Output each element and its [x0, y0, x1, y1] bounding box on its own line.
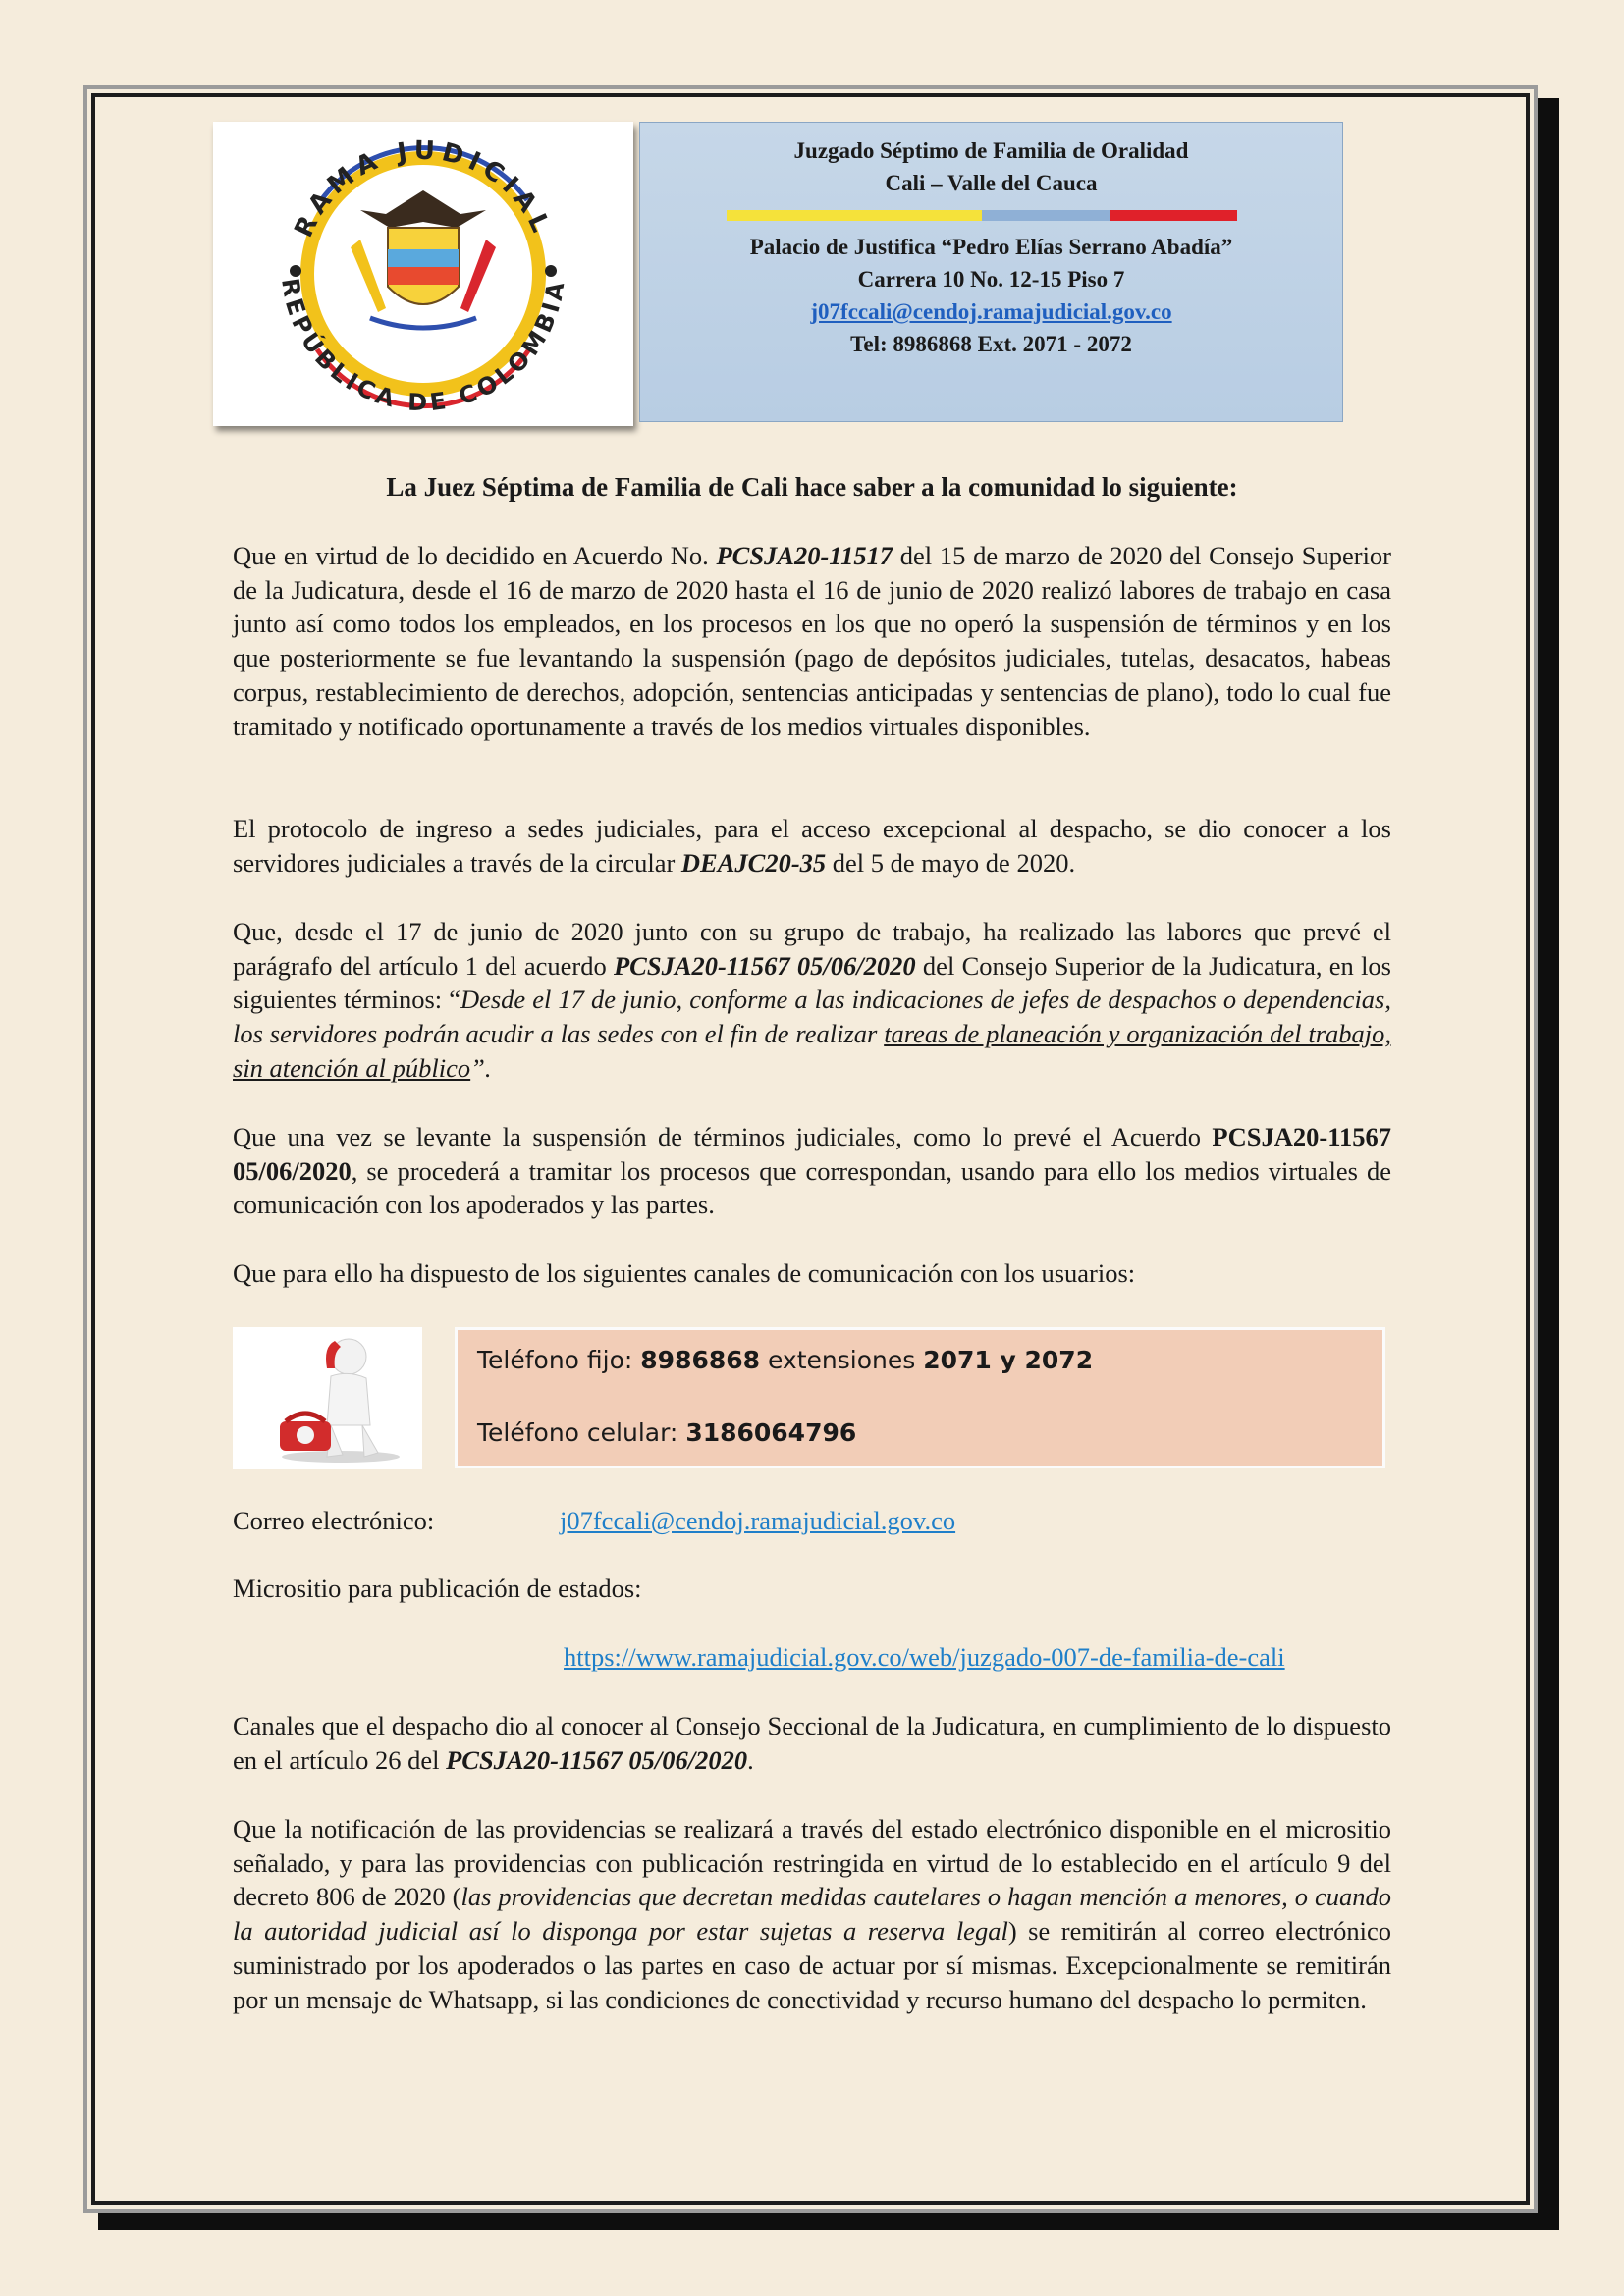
rama-judicial-seal-icon — [213, 122, 633, 426]
p4-agreement-ref: PCSJA20-11567 05/06/2020 — [233, 1122, 1391, 1186]
extensions-label: extensiones — [760, 1346, 924, 1374]
mobile-phone-number: 3186064796 — [685, 1418, 857, 1447]
p1-text-a: Que en virtud de lo decidido en Acuerdo No. — [233, 541, 717, 570]
mobile-phone-row — [477, 1418, 856, 1447]
p3-agreement-ref: PCSJA20-11567 05/06/2020 — [614, 950, 916, 981]
p6-text-b: . — [747, 1744, 754, 1775]
p4-text-b: , se procederá a tramitar los procesos que correspondan, usando para ello los medios virtuales de comunicación con los apoderados y las partes. — [233, 1155, 1391, 1220]
p3-quote-end: ”. — [470, 1052, 492, 1083]
fixed-phone-number: 8986868 — [640, 1346, 761, 1374]
p7-text-b: ) se remitirán al correo electrónico suministrado por los apoderados o las partes en caso de actuar por sí mismas. Excepcionalmente se remitirán por un mensaje de Whatsapp, si las condiciones de conectividad y recurso humano del despacho lo permiten. — [233, 1916, 1391, 2014]
p1-text-b: del 15 de marzo de 2020 del Consejo Superior de la Judicatura, desde el 16 de marzo de 2020 hasta el 16 de junio de 2020 realizó labores de trabajo en casa junto así como todos los empleados, en los procesos en los que no operó la suspensión de términos y en los que posteriormente se fue levantando la suspensión (pago de depósitos judiciales, tutelas, desacatos, habeas corpus, restablecimiento de derechos, adopción, sentencias anticipadas y sentencias de plano), todo lo cual fue tramitado y notificado oportunamente a través de los medios virtuales disponibles. — [233, 541, 1392, 741]
court-palace: Palacio de Justifica “Pedro Elías Serrano Abadía” — [749, 235, 1233, 259]
p4-text-a: Que una vez se levante la suspensión de términos judiciales, como lo prevé el Acuerdo — [233, 1122, 1213, 1151]
email-link[interactable]: j07fccali@cendoj.ramajudicial.gov.co — [560, 1506, 956, 1535]
flag-bar-red — [1110, 210, 1237, 221]
paragraph-6 — [233, 1709, 1391, 1777]
fixed-phone-label: Teléfono fijo: — [477, 1346, 641, 1374]
court-email-link[interactable]: j07fccali@cendoj.ramajudicial.gov.co — [810, 299, 1172, 324]
mobile-phone-label: Teléfono celular: — [477, 1418, 686, 1447]
paragraph-3 — [233, 915, 1391, 1086]
fixed-phone-row — [477, 1346, 1093, 1374]
court-phone: Tel: 8986868 Ext. 2071 - 2072 — [850, 332, 1132, 356]
p2-text-a: El protocolo de ingreso a sedes judiciales, para el acceso excepcional al despacho, se dio conocer a los servidores judiciales a través de la circular — [233, 814, 1391, 878]
court-name: Juzgado Séptimo de Familia de Oralidad — [793, 138, 1189, 163]
p3-quote: Desde el 17 de junio, conforme a las indicaciones de jefes de despachos o dependencias, los servidores podrán acudir a las sedes con el fin de realizar — [233, 985, 1391, 1049]
court-header-box — [639, 122, 1343, 422]
flag-bar-yellow — [727, 210, 982, 221]
phone-contact-box — [455, 1327, 1385, 1468]
p2-circular-ref: DEAJC20-35 — [680, 847, 827, 878]
phone-illustration — [233, 1327, 422, 1469]
p3-quote-underlined: tareas de planeación y organización del trabajo, sin atención al público — [233, 1019, 1391, 1083]
email-label: Correo electrónico: — [233, 1506, 435, 1535]
court-address: Carrera 10 No. 12-15 Piso 7 — [857, 267, 1125, 292]
logo-ring-bottom-text: REPÚBLICA DE COLOMBIA — [276, 276, 570, 417]
p3-text-b: del Consejo Superior de la Judicatura, en los siguientes términos: “ — [233, 950, 1391, 1015]
microsite-label: Micrositio para publicación de estados: — [233, 1574, 642, 1603]
logo-ring-top-text: RAMA JUDICIAL — [289, 135, 558, 242]
p6-text-a: Canales que el despacho dio al conocer al Consejo Seccional de la Judicatura, en cumplimiento de lo dispuesto en el artículo 26 del — [233, 1711, 1391, 1775]
paragraph-7 — [233, 1812, 1391, 2016]
p6-agreement-ref: PCSJA20-11567 05/06/2020 — [446, 1744, 748, 1775]
p3-text-a: Que, desde el 17 de junio de 2020 junto con su grupo de trabajo, ha realizado las labores que prevé el parágrafo del artículo 1 del acuerdo — [233, 917, 1391, 981]
paragraph-4 — [233, 1120, 1391, 1222]
paragraph-5: Que para ello ha dispuesto de los siguientes canales de comunicación con los usuarios: — [233, 1258, 1136, 1288]
p7-text-a: Que la notificación de las providencias se realizará a través del estado electrónico disponible en el micrositio señalado, y para las providencias con publicación restringida en virtud de lo establecido en el artículo 9 del decreto 806 de 2020 ( — [233, 1814, 1391, 1912]
court-city: Cali – Valle del Cauca — [885, 171, 1098, 195]
paragraph-1 — [233, 539, 1391, 743]
p2-text-b: del 5 de mayo de 2020. — [826, 847, 1076, 878]
paragraph-2 — [233, 812, 1391, 880]
p7-quote: las providencias que decretan medidas cautelares o hagan mención a menores, o cuando la autoridad judicial así lo disponga por estar sujetas a reserva legal — [233, 1882, 1391, 1947]
rama-judicial-logo — [213, 122, 633, 426]
microsite-link[interactable]: https://www.ramajudicial.gov.co/web/juzgado-007-de-familia-de-cali — [564, 1642, 1285, 1672]
notice-title: La Juez Séptima de Familia de Cali hace saber a la comunidad lo siguiente: — [386, 472, 1238, 502]
flag-bar-blue — [982, 210, 1110, 221]
p1-agreement-ref: PCSJA20-11517 — [716, 541, 893, 570]
extension-numbers: 2071 y 2072 — [923, 1346, 1094, 1374]
telephone-person-icon — [233, 1327, 422, 1469]
